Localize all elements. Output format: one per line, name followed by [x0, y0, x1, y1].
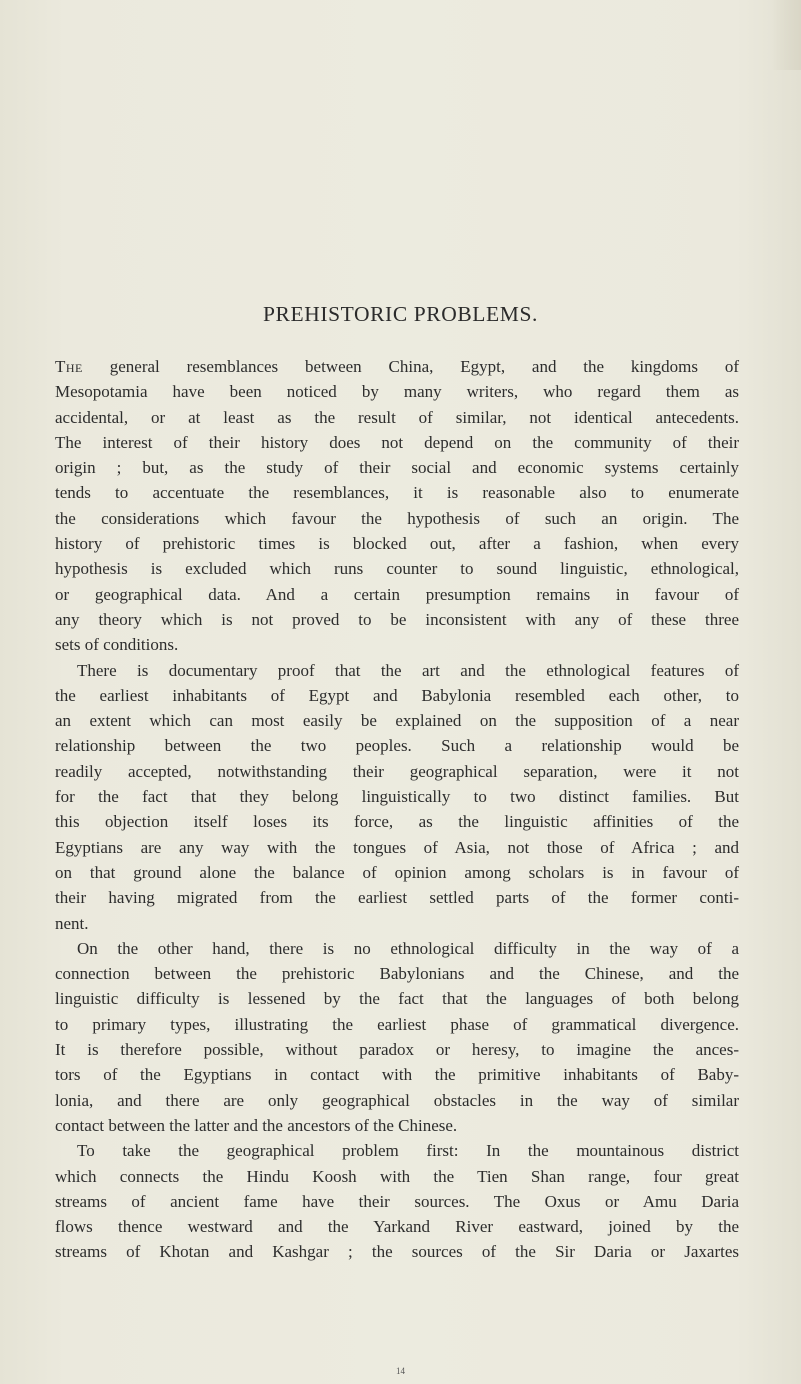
text-line: this objection itself loses its force, as the linguistic affinities of the [55, 812, 739, 832]
text-line: the earliest inhabitants of Egypt and Babylonia resembled each other, to [55, 685, 739, 705]
opening-word: The [55, 357, 83, 376]
text-line: sets of conditions. [55, 635, 179, 655]
text-line: hypothesis is excluded which runs counter to sound linguistic, ethnological, [55, 559, 739, 579]
text-line: Mesopotamia have been noticed by many writers, who regard them as [55, 382, 739, 402]
text-line: On the other hand, there is no ethnological difficulty in the way of a [77, 938, 739, 958]
text-line: on that ground alone the balance of opinion among scholars is in favour of [55, 862, 739, 882]
text-line: relationship between the two peoples. Such a relationship would be [55, 736, 739, 756]
page-corner-shadow [771, 0, 801, 70]
text-line: their having migrated from the earliest settled parts of the former conti- [55, 888, 739, 908]
text-line: the considerations which favour the hypothesis of such an origin. The [55, 508, 739, 528]
text-line: streams of Khotan and Kashgar ; the sources of the Sir Daria or Jaxartes [55, 1242, 739, 1262]
text-line: which connects the Hindu Koosh with the Tien Shan range, four great [55, 1166, 739, 1186]
text-line: tends to accentuate the resemblances, it is reasonable also to enumerate [55, 483, 739, 503]
text-line: lonia, and there are only geographical obstacles in the way of similar [55, 1090, 739, 1110]
text-line: accidental, or at least as the result of similar, not identical antecedents. [55, 407, 739, 427]
text-line: To take the geographical problem first: In the mountainous district [77, 1141, 739, 1161]
text-line: to primary types, illustrating the earliest phase of grammatical divergence. [55, 1014, 739, 1034]
text-line: The interest of their history does not depend on the community of their [55, 432, 739, 452]
text-line: connection between the prehistoric Babylonians and the Chinese, and the [55, 964, 739, 984]
text-line: Egyptians are any way with the tongues of Asia, not those of Africa ; and [55, 837, 739, 857]
text-line: for the fact that they belong linguistically to two distinct families. But [55, 787, 739, 807]
text-line: The general resemblances between China, Egypt, and the kingdoms of [55, 357, 739, 376]
text-line: an extent which can most easily be explained on the supposition of a near [55, 711, 739, 731]
text-line: any theory which is not proved to be inconsistent with any of these three [55, 609, 739, 629]
body-text [55, 354, 739, 1265]
text-line: contact between the latter and the ancestors of the Chinese. [55, 1115, 458, 1135]
text-line: readily accepted, notwithstanding their geographical separation, were it not [55, 761, 739, 781]
paragraph-3 [55, 936, 739, 1138]
text-line: nent. [55, 913, 89, 933]
paragraph-1 [55, 354, 739, 658]
text-line: history of prehistoric times is blocked out, after a fashion, when every [55, 534, 739, 554]
text-line: linguistic difficulty is lessened by the fact that the languages of both belong [55, 989, 739, 1009]
text-line: There is documentary proof that the art and the ethnological features of [77, 660, 739, 680]
text-line: streams of ancient fame have their sources. The Oxus or Amu Daria [55, 1191, 739, 1211]
text-line: It is therefore possible, without paradox or heresy, to imagine the ances- [55, 1040, 739, 1060]
text-line: flows thence westward and the Yarkand River eastward, joined by the [55, 1217, 739, 1237]
paragraph-4 [55, 1138, 739, 1264]
text-line: origin ; but, as the study of their social and economic systems certainly [55, 458, 739, 478]
paragraph-2 [55, 658, 739, 936]
text-line: tors of the Egyptians in contact with the primitive inhabitants of Baby- [55, 1065, 739, 1085]
chapter-heading: PREHISTORIC PROBLEMS. [262, 302, 539, 326]
page-number: 14 [396, 1366, 405, 1376]
text-line: or geographical data. And a certain presumption remains in favour of [55, 584, 739, 604]
